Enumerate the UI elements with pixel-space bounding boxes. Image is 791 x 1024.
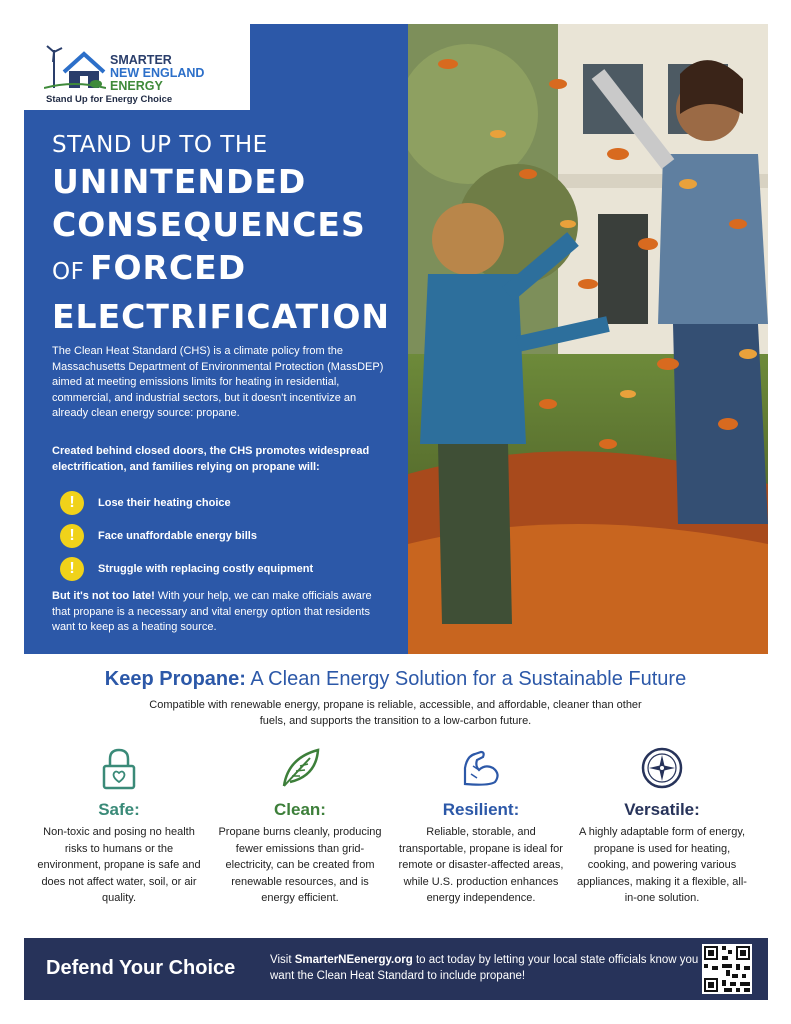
children-leaves-photo xyxy=(408,24,768,654)
benefits-grid xyxy=(34,746,758,936)
headline-line-1: STAND UP TO THE xyxy=(52,132,268,158)
visit-post: to act today by letting your local state officials know you want the Clean Heat Standard to include propane! xyxy=(270,954,699,982)
benefit-title: Clean: xyxy=(274,800,326,819)
headline-forced: FORCED xyxy=(89,248,247,287)
list-item xyxy=(60,486,390,519)
keep-title-rest: A Clean Energy Solution for a Sustainable Future xyxy=(245,668,687,690)
bullet-text: Face unaffordable energy bills xyxy=(98,529,257,542)
hero-section xyxy=(24,24,768,654)
visit-pre: Visit xyxy=(270,954,295,966)
keep-propane-subtitle: Compatible with renewable energy, propane is reliable, accessible, and affordable, cleaner than other fuels, and supports the transition to a low-carbon future. xyxy=(149,699,642,727)
logo-line-3: ENERGY xyxy=(110,79,163,93)
warning-icon: ! xyxy=(60,557,84,581)
benefit-resilient xyxy=(396,746,566,907)
benefit-title: Versatile: xyxy=(624,800,700,819)
padlock-icon xyxy=(97,746,141,790)
compass-icon xyxy=(640,746,684,790)
logo xyxy=(24,24,250,110)
page-headline xyxy=(52,130,390,338)
headline-line-2: UNINTENDED xyxy=(52,162,307,201)
warning-icon: ! xyxy=(60,524,84,548)
house-turbine-logo-icon xyxy=(44,44,106,92)
visit-text xyxy=(270,952,700,984)
benefit-description: A highly adaptable form of energy, propane is used for heating, cooking, and powering various appliances, making it a flexible, all-in-one solution. xyxy=(577,826,747,904)
benefit-title: Resilient: xyxy=(442,800,520,819)
photo-illustration xyxy=(408,24,768,654)
hero-panel xyxy=(24,24,408,654)
benefit-versatile xyxy=(577,746,747,907)
headline-of: OF xyxy=(52,259,85,285)
bullet-text: Lose their heating choice xyxy=(98,496,231,509)
headline-line-4 xyxy=(52,246,390,295)
intro-paragraph: The Clean Heat Standard (CHS) is a climate policy from the Massachusetts Department of Environmental Protection (MassDEP) aimed at meeting emissions limits for heating in residential, commercial, and industrial sectors, but it doesn't incentivize an already clean energy source: propane. xyxy=(52,345,384,419)
list-item xyxy=(60,552,390,585)
headline-line-5: ELECTRIFICATION xyxy=(52,297,391,336)
website-link[interactable]: SmarterNEenergy.org xyxy=(294,954,413,966)
list-item xyxy=(60,519,390,552)
keep-propane-heading xyxy=(0,668,791,691)
headline-line-3: CONSEQUENCES xyxy=(52,205,366,244)
warning-icon: ! xyxy=(60,491,84,515)
benefit-description: Reliable, storable, and transportable, propane is ideal for remote or disaster-affected areas, while U.S. production enhances energy independence. xyxy=(398,826,564,904)
benefit-clean xyxy=(215,746,385,907)
benefit-title: Safe: xyxy=(98,800,140,819)
leaf-icon xyxy=(278,746,322,790)
not-too-late-lead: But it's not too late! xyxy=(52,590,155,602)
footer-banner xyxy=(24,938,768,1000)
bullet-text: Struggle with replacing costly equipment xyxy=(98,562,314,575)
benefit-description: Non-toxic and posing no health risks to humans or the environment, propane is safe and does not affect water, soil, or air quality. xyxy=(37,826,201,904)
qr-code-icon[interactable] xyxy=(702,944,752,994)
call-to-action-paragraph xyxy=(52,589,392,636)
logo-wordmark xyxy=(110,54,204,93)
flexed-arm-icon xyxy=(459,746,503,790)
benefit-safe xyxy=(34,746,204,907)
keep-title-bold: Keep Propane: xyxy=(104,668,246,690)
logo-line-2: NEW ENGLAND xyxy=(110,66,205,80)
consequence-list xyxy=(60,486,390,585)
closed-doors-paragraph: Created behind closed doors, the CHS promotes widespread electrification, and families relying on propane will: xyxy=(52,445,370,473)
defend-heading: Defend Your Choice xyxy=(46,957,236,979)
logo-tagline: Stand Up for Energy Choice xyxy=(46,94,173,105)
not-too-late-rest: With your help, we can make officials aware that propane is a necessary and vital energy option that residents want to keep as a heating source. xyxy=(52,590,372,633)
benefit-description: Propane burns cleanly, producing fewer emissions than grid-electricity, can be created from renewable resources, and is energy efficient. xyxy=(218,826,382,904)
logo-line-1: SMARTER xyxy=(110,53,172,67)
